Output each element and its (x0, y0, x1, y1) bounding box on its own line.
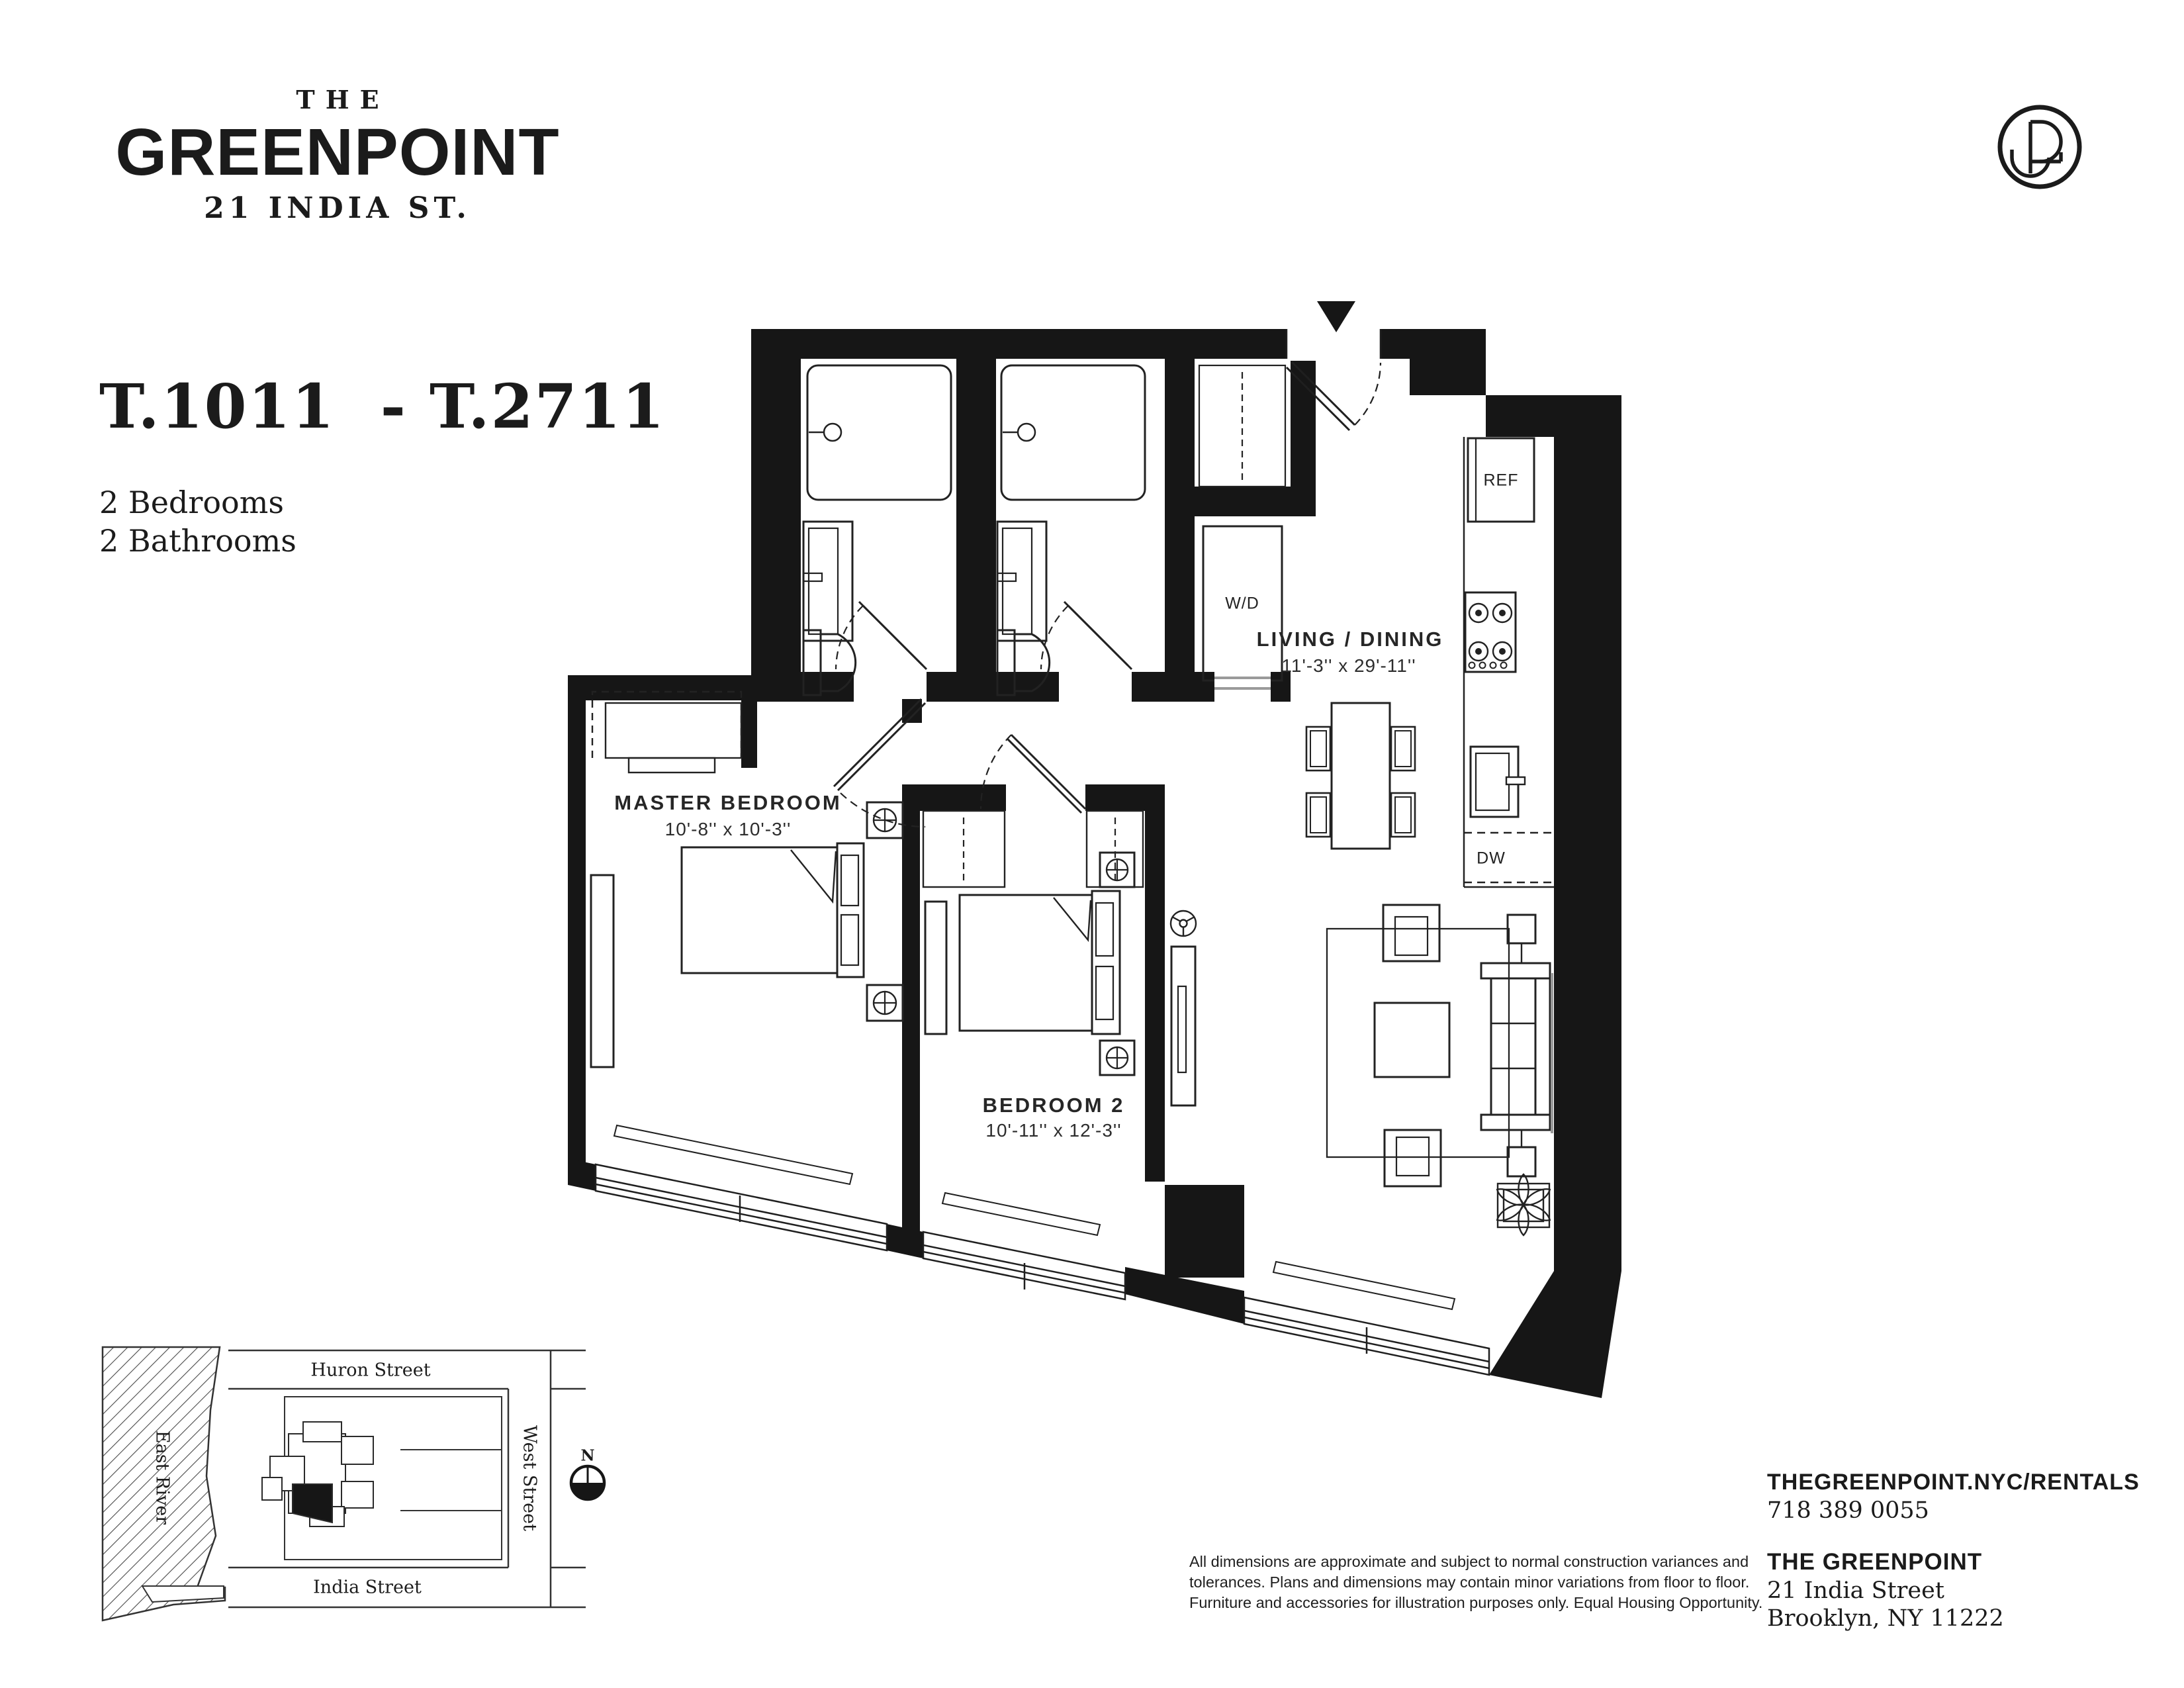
developer-logo-icon (2000, 107, 2079, 187)
bedroom-2-label: BEDROOM 2 (982, 1094, 1125, 1117)
compass-north-label: N (580, 1446, 595, 1465)
wd-label: W/D (1225, 594, 1259, 613)
nightstand-icon (867, 802, 903, 838)
huron-street-label: Huron Street (310, 1360, 431, 1381)
brand-logo (93, 85, 582, 225)
disclaimer-line: tolerances. Plans and dimensions may contain minor variations from floor to floor. (1189, 1573, 1750, 1591)
closet-icon (592, 692, 741, 758)
india-street-label: India Street (313, 1577, 422, 1598)
bathroom-2 (997, 365, 1145, 695)
bathroom-1 (803, 365, 951, 695)
kitchen (1464, 437, 1554, 887)
stove-icon (1465, 592, 1516, 672)
nightstand-icon (1100, 1041, 1134, 1075)
disclaimer-line: Furniture and accessories for illustration purposes only. Equal Housing Opportunity. (1189, 1594, 1763, 1611)
nightstand-icon (867, 985, 903, 1021)
coffee-table-icon (1375, 1003, 1449, 1077)
west-street-label: West Street (519, 1425, 540, 1531)
street-address: 21 India Street (1767, 1577, 1944, 1604)
armchair-icon (1385, 1130, 1441, 1186)
living-dining-dims: 11'-3'' x 29'-11'' (1281, 655, 1416, 676)
sofa-icon (1481, 963, 1552, 1133)
bathtub-icon (1001, 365, 1145, 500)
brand-address: 21 INDIA ST. (204, 191, 471, 225)
unit-bedrooms: 2 Bedrooms (99, 485, 284, 520)
unit-info (99, 371, 666, 561)
unit-bathrooms: 2 Bathrooms (99, 523, 296, 559)
bed-icon (682, 843, 864, 977)
building-name: THE GREENPOINT (1767, 1549, 1983, 1575)
side-table-icon (1508, 1147, 1535, 1176)
armchair-icon (1383, 905, 1439, 961)
unit-title: T.1011 - T.2711 (99, 371, 666, 442)
bed-icon (960, 891, 1120, 1034)
master-bedroom-dims: 10'-8'' x 10'-3'' (664, 819, 792, 839)
master-bedroom-label: MASTER BEDROOM (614, 791, 842, 814)
master-bedroom (591, 692, 925, 1067)
unit-location-marker (293, 1484, 332, 1523)
compass-icon (571, 1466, 604, 1499)
city-state-zip: Brooklyn, NY 11222 (1767, 1605, 2004, 1632)
disclaimer (1189, 1552, 1765, 1613)
dw-label: DW (1477, 849, 1506, 868)
brand-name: GREENPOINT (115, 115, 560, 189)
dresser-icon (925, 902, 946, 1034)
bedroom-2-dims: 10'-11'' x 12'-3'' (985, 1120, 1122, 1141)
round-table-icon (1171, 911, 1196, 936)
brand-kicker: THE (296, 85, 390, 115)
living-dining-label: LIVING / DINING (1256, 628, 1444, 651)
sink-icon (1471, 747, 1525, 817)
east-river-label: East River (152, 1430, 173, 1525)
dresser-icon (591, 875, 614, 1067)
ref-label: REF (1483, 471, 1519, 490)
building-footprint (262, 1422, 373, 1526)
disclaimer-line: All dimensions are approximate and subject to normal construction variances and (1189, 1553, 1749, 1570)
nightstand-icon (1100, 853, 1134, 887)
tv-console-icon (1171, 947, 1195, 1105)
plant-icon (1494, 1174, 1552, 1235)
window-bands (596, 1125, 1489, 1375)
side-table-icon (1508, 915, 1535, 943)
contact-block (1767, 1471, 2140, 1630)
bathtub-icon (807, 365, 951, 500)
dining-set (1306, 703, 1415, 849)
website-url: THEGREENPOINT.NYC/RENTALS (1767, 1470, 2140, 1495)
dining-table-icon (1332, 703, 1390, 849)
phone-number: 718 389 0055 (1767, 1497, 1929, 1524)
